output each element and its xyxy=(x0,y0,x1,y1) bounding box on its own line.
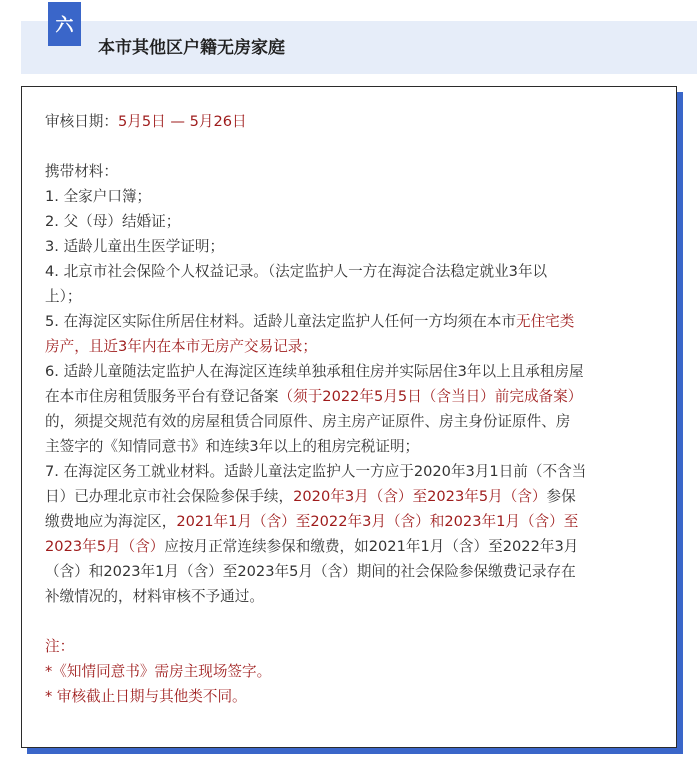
material-item-7-line-4 xyxy=(45,534,660,559)
card-content xyxy=(45,109,660,709)
material-item-7-text-d: 应按月正常连续参保和缴费，如2021年1月（含）至2022年3月 xyxy=(164,538,579,555)
material-item-6-line-2 xyxy=(45,384,660,409)
material-item-4-line-2: 上）； xyxy=(45,288,82,305)
material-item-7-line-1: 7. 在海淀区务工就业材料。适龄儿童法定监护人一方应于2020年3月1日前（不含当 xyxy=(45,463,587,480)
spacer xyxy=(45,134,660,159)
spacer xyxy=(45,609,660,634)
materials-title: 携带材料： xyxy=(45,163,118,180)
material-item-7-highlight-a: 2020年3月（含）至2023年5月（含） xyxy=(293,488,547,505)
review-date-value: 5月5日 — 5月26日 xyxy=(117,113,247,130)
section-title: 本市其他区户籍无房家庭 xyxy=(98,38,285,58)
material-item-7-text-b: 参保 xyxy=(546,488,576,505)
review-date xyxy=(45,109,660,134)
material-item-6-line-1: 6. 适龄儿童随法定监护人在海淀区连续单独承租住房并实际居住3年以上且承租房屋 xyxy=(45,363,584,380)
review-date-label: 审核日期： xyxy=(45,113,118,130)
material-item-7-line-5: （含）和2023年1月（含）至2023年5月（含）期间的社会保险参保缴费记录存在 xyxy=(45,563,576,580)
note-title: 注： xyxy=(45,638,75,655)
material-item-6-text: 在本市住房租赁服务平台有登记备案 xyxy=(45,388,279,405)
material-item-7-line-6: 补缴情况的，材料审核不予通过。 xyxy=(45,588,264,605)
material-item-1: 1. 全家户口簿； xyxy=(45,188,152,205)
material-item-5-line-1 xyxy=(45,309,660,334)
material-item-5-highlight: 无住宅类 xyxy=(515,313,575,330)
material-item-7-highlight-b: 2021年1月（含）至2022年3月（含）和2023年1月（含）至 xyxy=(176,513,579,530)
note-2: * 审核截止日期与其他类不同。 xyxy=(45,688,247,705)
material-item-2: 2. 父（母）结婚证； xyxy=(45,213,181,230)
material-item-3: 3. 适龄儿童出生医学证明； xyxy=(45,238,225,255)
material-item-7-line-2 xyxy=(45,484,660,509)
material-item-7-line-3 xyxy=(45,509,660,534)
material-item-7-highlight-c: 2023年5月（含） xyxy=(45,538,165,555)
note-1: *《知情同意书》需房主现场签字。 xyxy=(45,663,272,680)
material-item-6-line-3: 的，须提交规范有效的房屋租赁合同原件、房主房产证原件、房主身份证原件、房 xyxy=(45,413,571,430)
material-item-6-highlight: （须于2022年5月5日（含当日）前完成备案） xyxy=(278,388,583,405)
material-item-6-line-4: 主签字的《知情同意书》和连续3年以上的租房完税证明； xyxy=(45,438,420,455)
material-item-7-text-c: 缴费地应为海淀区， xyxy=(45,513,177,530)
material-item-4-line-1: 4. 北京市社会保险个人权益记录。（法定监护人一方在海淀合法稳定就业3年以 xyxy=(45,263,548,280)
material-item-7-text-a: 日）已办理北京市社会保险参保手续， xyxy=(45,488,294,505)
section-number-badge: 六 xyxy=(48,2,81,46)
material-item-5-text: 5. 在海淀区实际住所居住材料。适龄儿童法定监护人任何一方均须在本市 xyxy=(45,313,516,330)
material-item-5-line-2: 房产，且近3年内在本市无房产交易记录； xyxy=(45,338,317,355)
